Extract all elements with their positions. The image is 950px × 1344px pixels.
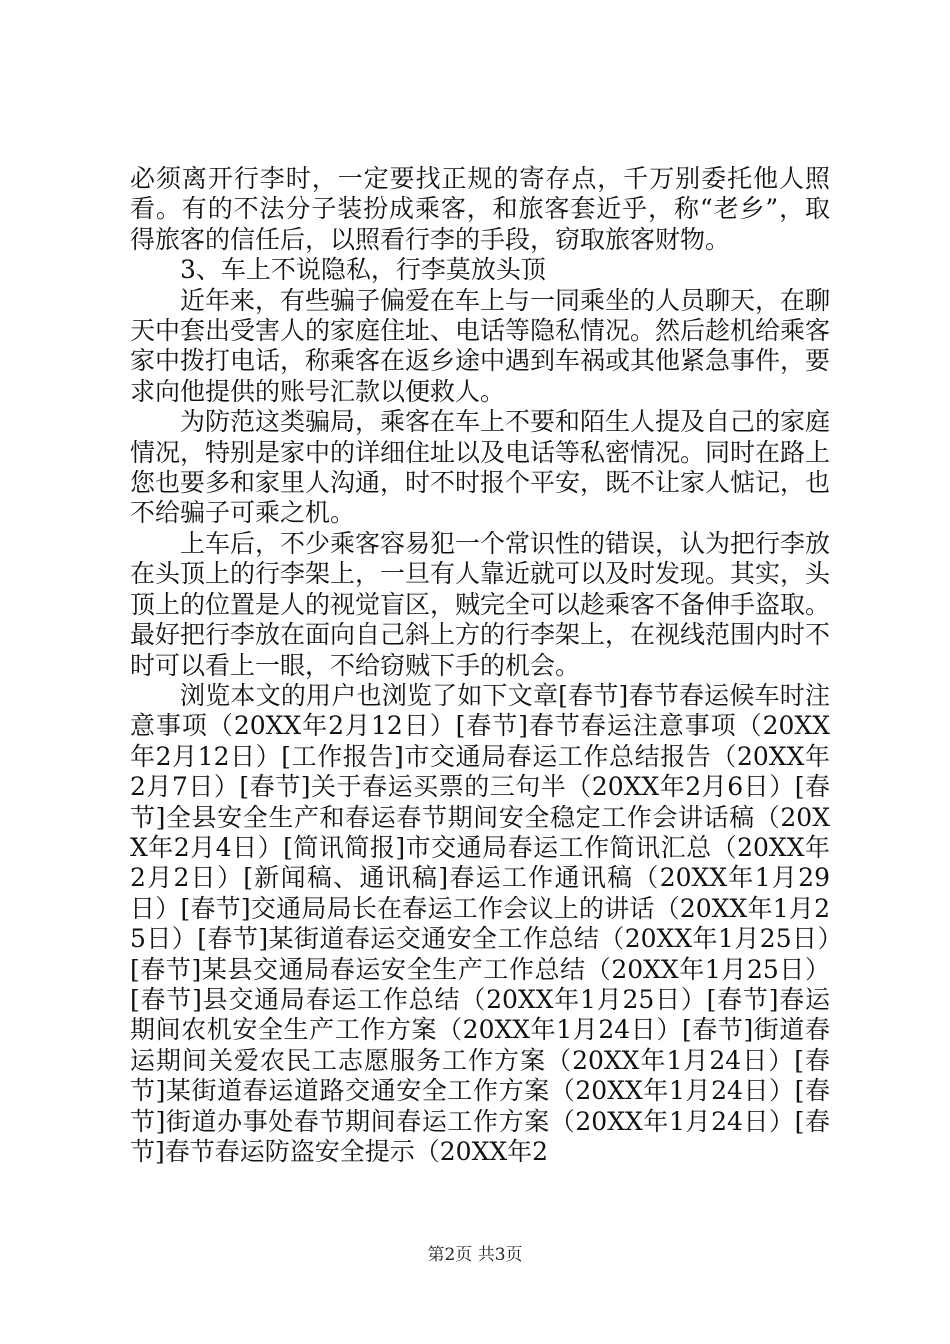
- paragraph-prevention: 为防范这类骗局，乘客在车上不要和陌生人提及自己的家庭情况，特别是家中的详细住址以及电话等私密情况。同时在路上您也要多和家里人沟通，时不时报个平安，既不让家人惦记，也不给骗子可乘之机。: [130, 407, 831, 528]
- paragraph-luggage-storage: 必须离开行李时，一定要找正规的寄存点，千万别委托他人照看。有的不法分子装扮成乘客，和旅客套近乎，称“老乡”，取得旅客的信任后，以照看行李的手段，窃取旅客财物。: [130, 164, 830, 254]
- section-heading-privacy: 3、车上不说隐私，行李莫放头顶: [180, 255, 546, 285]
- paragraph-scam-description: 近年来，有些骗子偏爱在车上与一同乘坐的人员聊天，在聊天中套出受害人的家庭住址、电话等隐私情况。然后趁机给乘客家中拨打电话，称乘客在返乡途中遇到车祸或其他紧急事件，要求向他提供的账号汇款以便救人。: [130, 285, 831, 406]
- document-body: [130, 164, 830, 1167]
- paragraph-luggage-rack: 上车后，不少乘客容易犯一个常识性的错误，认为把行李放在头顶上的行李架上，一旦有人靠近就可以及时发现。其实，头顶上的位置是人的视觉盲区，贼完全可以趁乘客不备伸手盗取。最好把行李放在面向自己斜上方的行李架上，在视线范围内时不时可以看上一眼，不给窃贼下手的机会。: [130, 528, 831, 680]
- page-footer: 第2页 共3页: [427, 1245, 523, 1265]
- paragraph-related-articles: 浏览本文的用户也浏览了如下文章[春节]春节春运候车时注意事项（20XX年2月12日）[春节]春节春运注意事项（20XX年2月12日）[工作报告]市交通局春运工作总结报告（20XX年2月7日）[春节]关于春运买票的三句半（20XX年2月6日）[春节]全县安全生产和春运春节期间安全稳定工作会讲话稿（20XX年2月4日）[简讯简报]市交通局春运工作简讯汇总（20XX年2月2日）[新闻稿、通讯稿]春运工作通讯稿（20XX年1月29日）[春节]交通局局长在春运工作会议上的讲话（20XX年1月25日）[春节]某街道春运交通安全工作总结（20XX年1月25日）[春节]某县交通局春运安全生产工作总结（20XX年1月25日）[春节]县交通局春运工作总结（20XX年1月25日）[春节]春运期间农机安全生产工作方案（20XX年1月24日）[春节]街道春运期间关爱农民工志愿服务工作方案（20XX年1月24日）[春节]某街道春运道路交通安全工作方案（20XX年1月24日）[春节]街道办事处春节期间春运工作方案（20XX年1月24日）[春节]春节春运防盗安全提示（20XX年2: [130, 680, 830, 1166]
